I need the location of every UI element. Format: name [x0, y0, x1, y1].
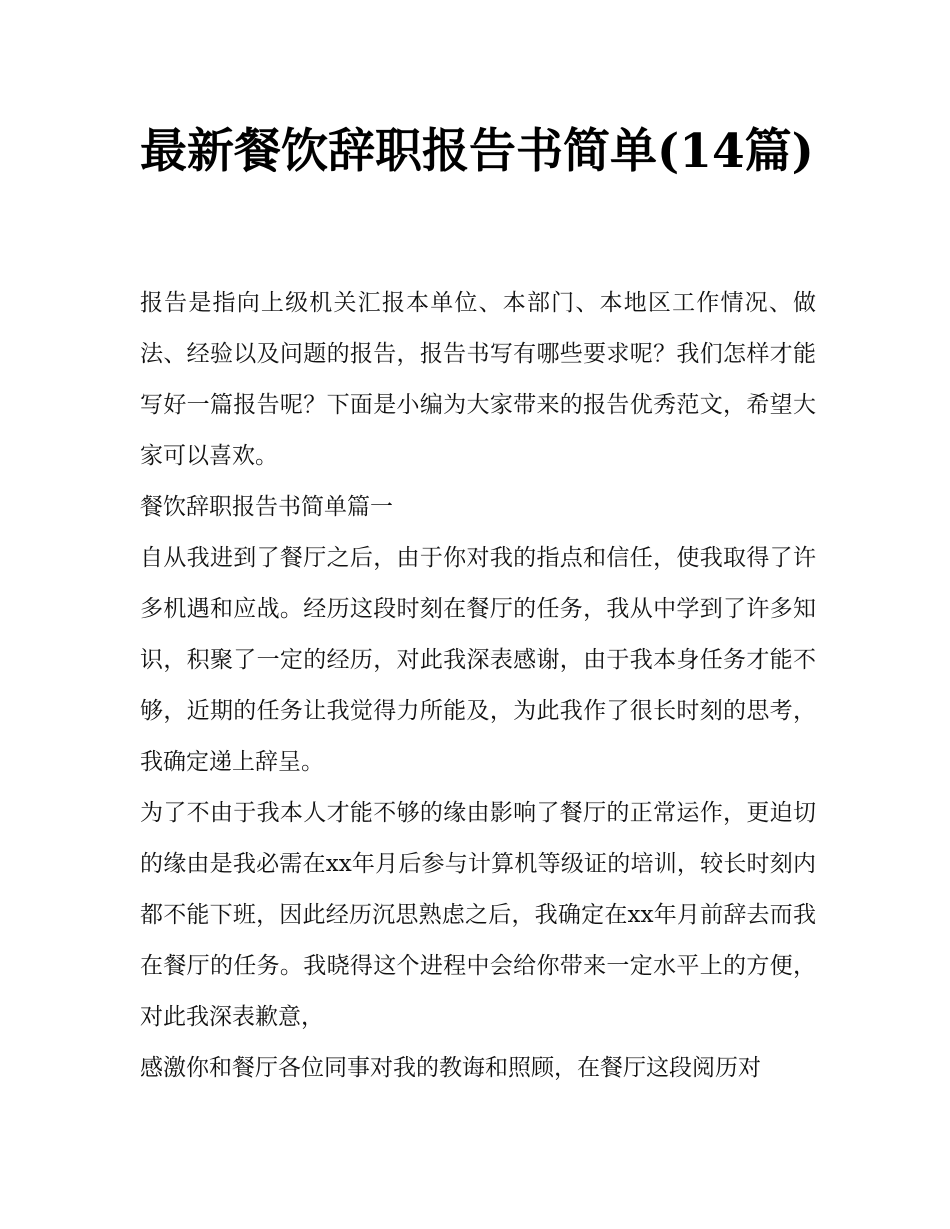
body-paragraph: 自从我进到了餐厅之后，由于你对我的指点和信任，使我取得了许多机遇和应战。经历这段时刻在餐厅的任务，我从中学到了许多知识，积聚了一定的经历，对此我深表感谢，由于我本身任务才能不够，近期的任务让我觉得力所能及，为此我作了很长时刻的思考，我确定递上辞呈。: [140, 545, 816, 775]
section-heading: 餐饮辞职报告书简单篇一: [140, 494, 393, 520]
body-paragraph: 为了不由于我本人才能不够的缘由影响了餐厅的正常运作，更迫切的缘由是我必需在xx年月后参与计算机等级证的培训，较长时刻内都不能下班，因此经历沉思熟虑之后，我确定在xx年月前辞去而我在餐厅的任务。我晓得这个进程中会给你带来一定水平上的方便，对此我深表歉意，: [140, 800, 816, 1030]
intro-paragraph: 报告是指向上级机关汇报本单位、本部门、本地区工作情况、做法、经验以及问题的报告，报告书写有哪些要求呢？我们怎样才能写好一篇报告呢？下面是小编为大家带来的报告优秀范文，希望大家可以喜欢。: [140, 290, 816, 469]
body-paragraph: 感激你和餐厅各位同事对我的教诲和照顾，在餐厅这段阅历对: [140, 1055, 761, 1081]
document-title: 最新餐饮辞职报告书简单(14篇): [140, 124, 814, 179]
document-body: [140, 278, 816, 1094]
